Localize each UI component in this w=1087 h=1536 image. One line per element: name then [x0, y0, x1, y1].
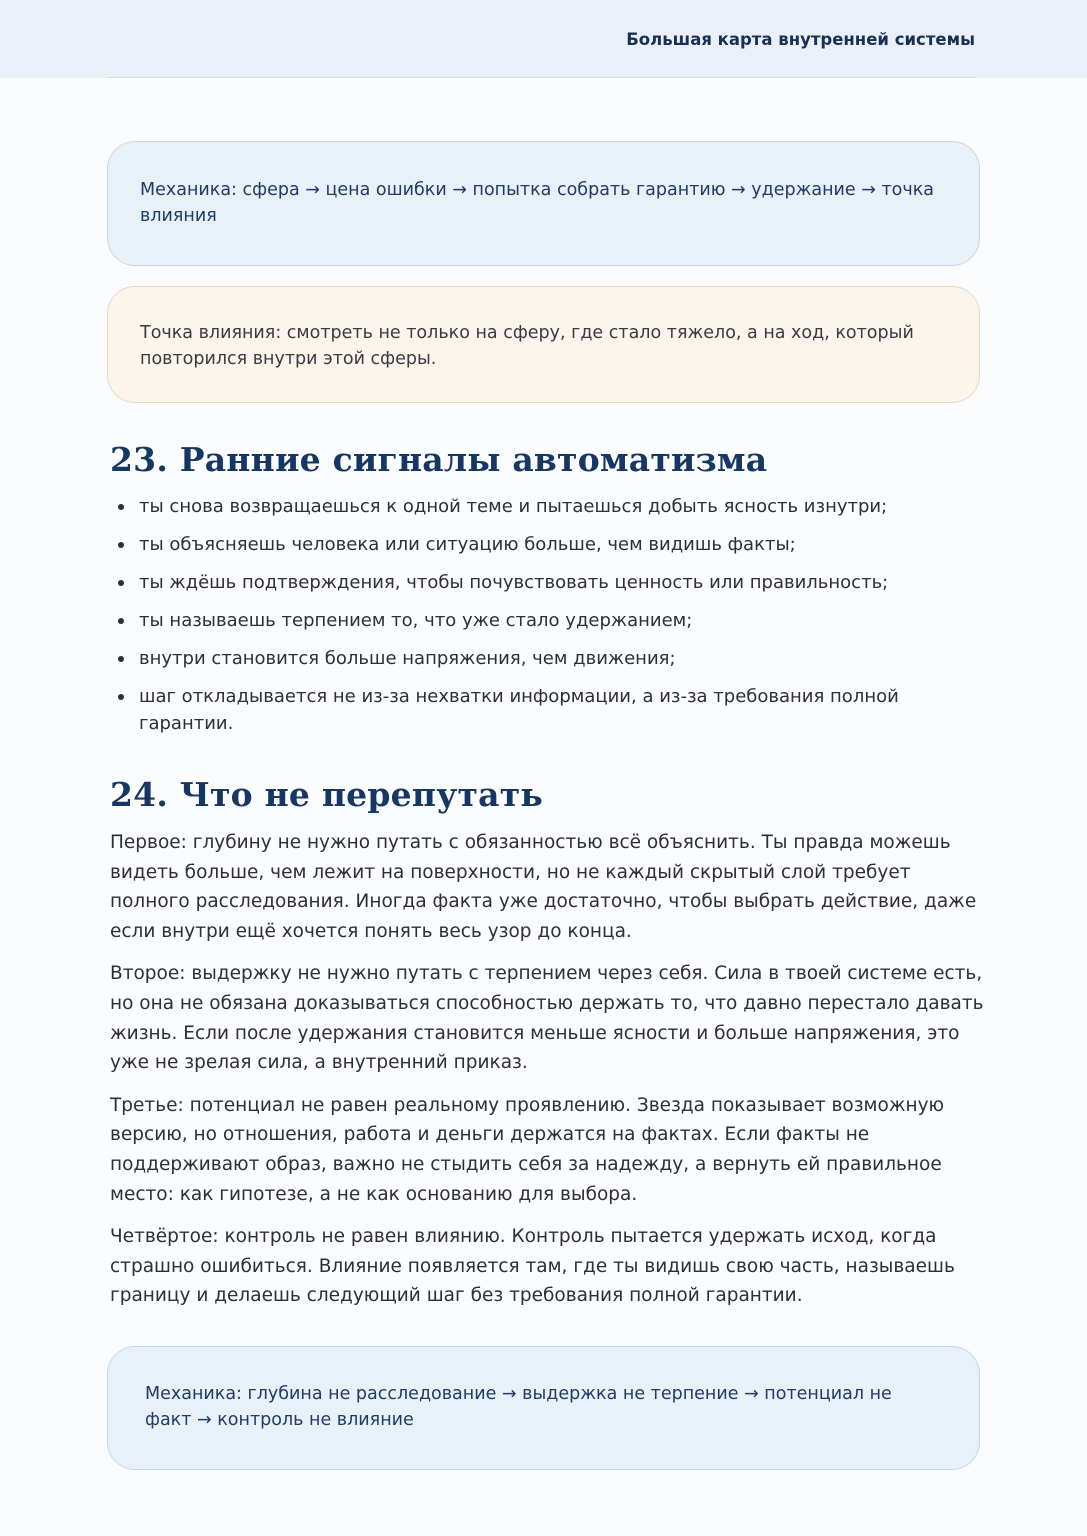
paragraph-first: Первое: глубину не нужно путать с обязанностью всё объяснить. Ты правда можешь видеть больше, чем лежит на поверхности, но не каждый скрытый слой требует полного расследования. Иногда факта уже достаточно, чтобы выбрать действие, даже если внутри ещё хочется понять весь узор до конца. [110, 832, 977, 943]
mechanics-text-bottom: Механика: глубина не расследование → выдержка не терпение → потенциал не факт → контроль не влияние [145, 1384, 892, 1430]
list-item [110, 607, 970, 634]
influence-point-box [107, 286, 980, 403]
page-header [0, 0, 1087, 78]
list-item-text: ты объясняешь человека или ситуацию больше, чем видишь факты; [139, 534, 796, 555]
list-item-text: внутри становится больше напряжения, чем движения; [139, 648, 676, 669]
list-item [110, 645, 970, 672]
bullet-icon [118, 580, 124, 586]
bullet-icon [118, 694, 124, 700]
list-item [110, 569, 970, 596]
section-24-body [110, 828, 985, 1324]
list-item [110, 531, 970, 558]
header-title: Большая карта внутренней системы [626, 30, 975, 49]
mechanics-text-top: Механика: сфера → цена ошибки → попытка собрать гарантию → удержание → точка влияния [140, 180, 934, 226]
early-signals-list [110, 493, 970, 748]
section-24-heading: 24. Что не перепутать [110, 775, 543, 814]
mechanics-box-top [107, 141, 980, 266]
list-item-text: ты ждёшь подтверждения, чтобы почувствовать ценность или правильность; [139, 572, 889, 593]
section-23-heading: 23. Ранние сигналы автоматизма [110, 440, 768, 479]
list-item [110, 683, 970, 737]
paragraph-fourth: Четвёртое: контроль не равен влиянию. Контроль пытается удержать исход, когда страшно ошибиться. Влияние появляется там, где ты видишь свою часть, называешь границу и делаешь следующий шаг без требования полной гарантии. [110, 1225, 955, 1307]
list-item [110, 493, 970, 520]
list-item-text: шаг откладывается не из-за нехватки информации, а из-за требования полной гарантии. [139, 686, 899, 734]
list-item-text: ты называешь терпением то, что уже стало удержанием; [139, 610, 693, 631]
bullet-icon [118, 656, 124, 662]
bullet-icon [118, 618, 124, 624]
influence-point-text: Точка влияния: смотреть не только на сферу, где стало тяжело, а на ход, который повторился внутри этой сферы. [140, 323, 914, 369]
header-divider [107, 77, 976, 78]
paragraph-third: Третье: потенциал не равен реальному проявлению. Звезда показывает возможную версию, но отношения, работа и деньги держатся на фактах. Если факты не поддерживают образ, важно не стыдить себя за надежду, а вернуть ей правильное место: как гипотезе, а не как основанию для выбора. [110, 1094, 945, 1205]
bullet-icon [118, 542, 124, 548]
bullet-icon [118, 504, 124, 510]
list-item-text: ты снова возвращаешься к одной теме и пытаешься добыть ясность изнутри; [139, 496, 888, 517]
paragraph-second: Второе: выдержку не нужно путать с терпением через себя. Сила в твоей системе есть, но она не обязана доказываться способностью держать то, что давно перестало давать жизнь. Если после удержания становится меньше ясности и больше напряжения, это уже не зрелая сила, а внутренний приказ. [110, 963, 984, 1074]
mechanics-box-bottom [107, 1346, 980, 1470]
